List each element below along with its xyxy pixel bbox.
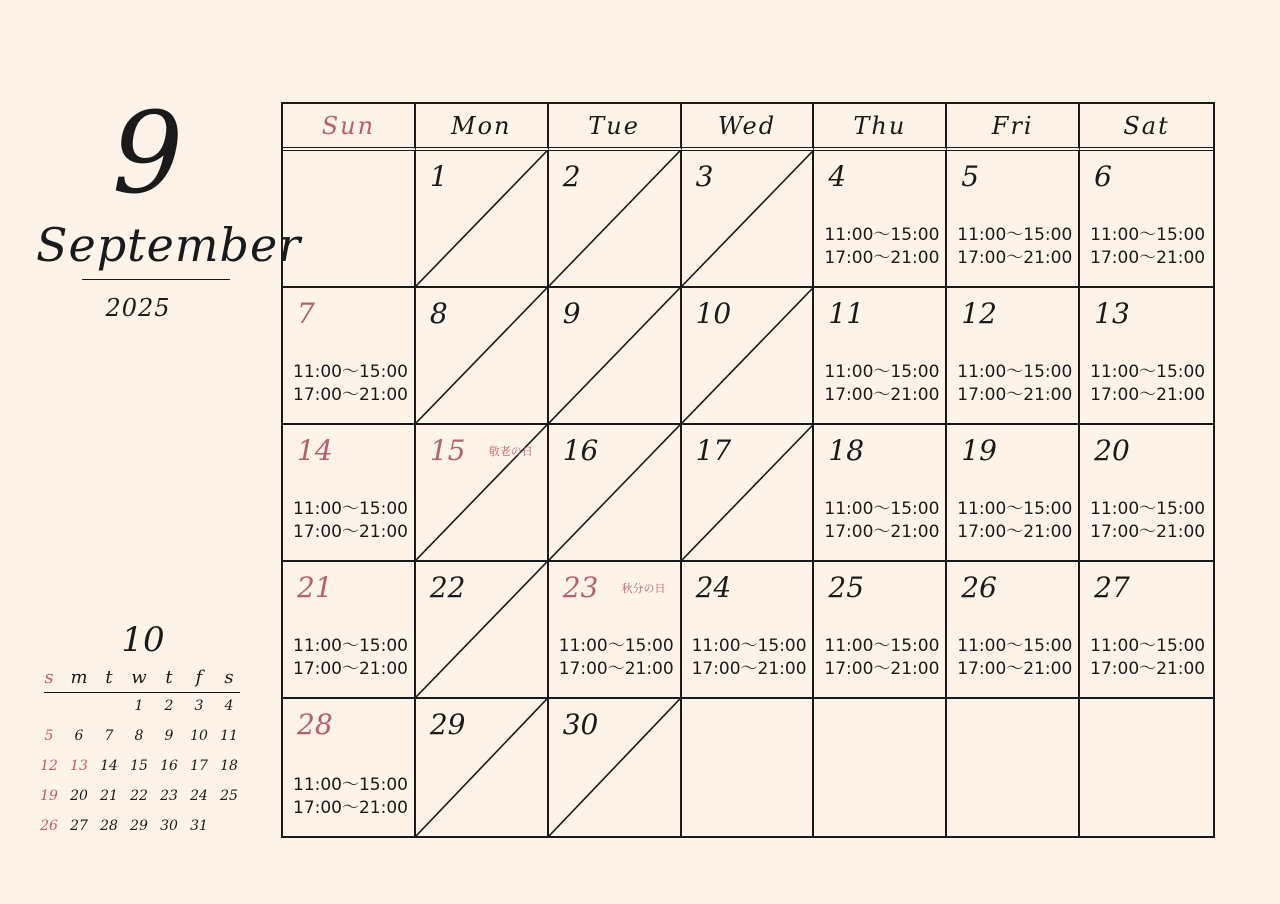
day-number: 27 — [1094, 571, 1130, 604]
mini-day — [214, 811, 244, 841]
day-number: 16 — [562, 434, 599, 467]
dinner-hours: 17:00～21:00 — [824, 248, 940, 268]
day-number: 14 — [297, 434, 333, 467]
lunch-hours: 11:00～15:00 — [824, 362, 940, 382]
day-number: 18 — [828, 434, 865, 467]
day-number: 3 — [695, 160, 714, 193]
business-hours — [1090, 361, 1205, 407]
weekday-header-mon: Mon — [416, 104, 549, 151]
mini-weekday: t — [105, 666, 113, 688]
day-number: 11 — [828, 297, 865, 330]
dinner-hours: 17:00～21:00 — [957, 659, 1073, 679]
day-cell-20 — [1080, 425, 1213, 562]
day-number: 10 — [695, 297, 732, 330]
lunch-hours: 11:00～15:00 — [957, 636, 1073, 656]
business-hours — [293, 498, 408, 544]
mini-week-row — [34, 721, 244, 751]
calendar-grid — [281, 102, 1215, 838]
dinner-hours: 17:00～21:00 — [957, 522, 1073, 542]
lunch-hours: 11:00～15:00 — [1090, 362, 1206, 382]
dinner-hours: 17:00～21:00 — [293, 798, 408, 818]
mini-week-row — [34, 781, 244, 811]
business-hours — [957, 361, 1072, 407]
lunch-hours: 11:00～15:00 — [293, 636, 408, 656]
day-cell-23 — [549, 562, 682, 699]
mini-weekday: t — [165, 666, 173, 688]
next-month-mini-calendar — [34, 663, 244, 841]
weekday-header-wed: Wed — [682, 104, 815, 151]
mini-weekday: s — [44, 666, 54, 688]
mini-day: 28 — [100, 818, 118, 834]
dinner-hours: 17:00～21:00 — [824, 659, 940, 679]
lunch-hours: 11:00～15:00 — [957, 225, 1073, 245]
day-cell-5 — [947, 151, 1080, 288]
day-number: 2 — [562, 160, 581, 193]
mini-day: 30 — [160, 818, 178, 834]
day-number: 24 — [695, 571, 732, 604]
lunch-hours: 11:00～15:00 — [824, 225, 940, 245]
month-number: 9 — [112, 89, 184, 219]
weekday-header-thu: Thu — [814, 104, 947, 151]
mini-day: 20 — [70, 788, 88, 804]
day-cell-empty — [814, 699, 947, 836]
mini-day: 7 — [104, 728, 114, 744]
day-number: 26 — [961, 571, 997, 604]
day-number: 12 — [961, 297, 997, 330]
mini-day — [94, 691, 124, 721]
dinner-hours: 17:00～21:00 — [824, 385, 940, 405]
mini-day: 17 — [190, 758, 208, 774]
mini-day: 31 — [190, 818, 208, 834]
lunch-hours: 11:00～15:00 — [1090, 636, 1206, 656]
day-cell-15 — [416, 425, 549, 562]
mini-day: 15 — [130, 758, 148, 774]
day-cell-2 — [549, 151, 682, 288]
mini-weekday: m — [70, 666, 88, 688]
day-cell-6 — [1080, 151, 1213, 288]
business-hours — [957, 635, 1072, 681]
lunch-hours: 11:00～15:00 — [957, 362, 1073, 382]
day-cell-empty — [1080, 699, 1213, 836]
day-cell-26 — [947, 562, 1080, 699]
mini-day: 19 — [40, 788, 58, 804]
day-cell-1 — [416, 151, 549, 288]
holiday-label: 敬老の日 — [488, 445, 533, 458]
day-cell-18 — [814, 425, 947, 562]
day-number: 17 — [695, 434, 732, 467]
business-hours — [824, 635, 939, 681]
day-number: 30 — [562, 708, 599, 741]
business-hours — [1090, 498, 1205, 544]
day-cell-4 — [814, 151, 947, 288]
business-hours — [824, 361, 939, 407]
lunch-hours: 11:00～15:00 — [1090, 225, 1206, 245]
dinner-hours: 17:00～21:00 — [1090, 522, 1206, 542]
day-number: 29 — [429, 708, 466, 741]
day-cell-empty — [682, 699, 815, 836]
mini-day — [34, 691, 64, 721]
mini-day: 16 — [160, 758, 178, 774]
month-name: September — [36, 218, 302, 272]
dinner-hours: 17:00～21:00 — [558, 659, 674, 679]
business-hours — [293, 361, 408, 407]
business-hours — [957, 224, 1072, 270]
business-hours — [1090, 635, 1205, 681]
day-cell-8 — [416, 288, 549, 425]
mini-week-row — [34, 691, 244, 721]
mini-weekday: w — [131, 666, 147, 688]
mini-day: 26 — [40, 818, 58, 834]
lunch-hours: 11:00～15:00 — [1090, 499, 1206, 519]
day-number: 20 — [1094, 434, 1130, 467]
dinner-hours: 17:00～21:00 — [293, 659, 408, 679]
day-number: 19 — [961, 434, 997, 467]
day-number: 25 — [828, 571, 865, 604]
mini-day: 13 — [70, 758, 88, 774]
day-number: 9 — [562, 297, 581, 330]
dinner-hours: 17:00～21:00 — [824, 522, 940, 542]
business-hours — [559, 635, 674, 681]
day-cell-21 — [283, 562, 416, 699]
lunch-hours: 11:00～15:00 — [558, 636, 674, 656]
weekday-header-tue: Tue — [549, 104, 682, 151]
weekday-header-fri: Fri — [947, 104, 1080, 151]
mini-day: 9 — [164, 728, 174, 744]
day-cell-25 — [814, 562, 947, 699]
day-number: 5 — [961, 160, 980, 193]
dinner-hours: 17:00～21:00 — [293, 385, 408, 405]
mini-day: 3 — [194, 698, 204, 714]
weekday-header-sun: Sun — [283, 104, 416, 151]
mini-day: 25 — [220, 788, 238, 804]
lunch-hours: 11:00～15:00 — [293, 775, 408, 795]
mini-day — [64, 691, 94, 721]
mini-day: 2 — [164, 698, 174, 714]
dinner-hours: 17:00～21:00 — [1090, 385, 1206, 405]
mini-day: 22 — [130, 788, 148, 804]
lunch-hours: 11:00～15:00 — [691, 636, 807, 656]
mini-day: 8 — [134, 728, 144, 744]
day-cell-9 — [549, 288, 682, 425]
lunch-hours: 11:00～15:00 — [824, 636, 940, 656]
mini-day: 4 — [224, 698, 234, 714]
mini-day: 23 — [160, 788, 178, 804]
day-cell-28 — [283, 699, 416, 836]
mini-week-row — [34, 751, 244, 781]
day-number: 13 — [1094, 297, 1130, 330]
mini-day: 27 — [70, 818, 88, 834]
business-hours — [957, 498, 1072, 544]
business-hours — [1090, 224, 1205, 270]
day-cell-22 — [416, 562, 549, 699]
mini-day: 6 — [74, 728, 84, 744]
day-number: 7 — [297, 297, 315, 330]
year: 2025 — [105, 294, 171, 322]
mini-day: 12 — [40, 758, 58, 774]
business-hours — [692, 635, 807, 681]
day-cell-27 — [1080, 562, 1213, 699]
business-hours — [293, 774, 408, 820]
holiday-label: 秋分の日 — [621, 582, 666, 595]
day-number: 21 — [297, 571, 333, 604]
mini-weekday: f — [195, 666, 203, 688]
day-cell-11 — [814, 288, 947, 425]
mini-day: 11 — [220, 728, 238, 744]
day-cell-16 — [549, 425, 682, 562]
next-month-title: 10 — [121, 620, 165, 660]
day-number: 22 — [429, 571, 466, 604]
day-cell-7 — [283, 288, 416, 425]
dinner-hours: 17:00～21:00 — [1090, 659, 1206, 679]
day-cell-17 — [682, 425, 815, 562]
month-name-underline — [82, 279, 230, 280]
mini-day: 21 — [100, 788, 118, 804]
day-number: 28 — [297, 708, 333, 741]
day-cell-29 — [416, 699, 549, 836]
dinner-hours: 17:00～21:00 — [1090, 248, 1206, 268]
mini-day: 24 — [190, 788, 208, 804]
business-hours — [293, 635, 408, 681]
mini-week-row — [34, 811, 244, 841]
lunch-hours: 11:00～15:00 — [824, 499, 940, 519]
day-cell-13 — [1080, 288, 1213, 425]
day-cell-3 — [682, 151, 815, 288]
dinner-hours: 17:00～21:00 — [691, 659, 807, 679]
weekday-header-sat: Sat — [1080, 104, 1213, 151]
mini-day: 18 — [220, 758, 238, 774]
mini-day: 10 — [190, 728, 208, 744]
mini-day: 29 — [130, 818, 148, 834]
business-hours — [824, 224, 939, 270]
day-number: 8 — [429, 297, 448, 330]
mini-day: 1 — [134, 698, 144, 714]
mini-day: 14 — [100, 758, 118, 774]
dinner-hours: 17:00～21:00 — [957, 248, 1073, 268]
day-cell-30 — [549, 699, 682, 836]
mini-day: 5 — [44, 728, 54, 744]
day-number: 6 — [1094, 160, 1112, 193]
lunch-hours: 11:00～15:00 — [293, 362, 408, 382]
mini-weekday-row — [34, 663, 244, 691]
day-number: 15 — [429, 434, 466, 467]
dinner-hours: 17:00～21:00 — [957, 385, 1073, 405]
day-number: 23 — [562, 571, 599, 604]
lunch-hours: 11:00～15:00 — [293, 499, 408, 519]
day-cell-19 — [947, 425, 1080, 562]
day-cell-24 — [682, 562, 815, 699]
day-cell-14 — [283, 425, 416, 562]
day-cell-empty — [947, 699, 1080, 836]
day-cell-10 — [682, 288, 815, 425]
mini-weekday: s — [224, 666, 234, 688]
lunch-hours: 11:00～15:00 — [957, 499, 1073, 519]
dinner-hours: 17:00～21:00 — [293, 522, 408, 542]
day-number: 1 — [429, 160, 448, 193]
business-hours — [824, 498, 939, 544]
day-cell-12 — [947, 288, 1080, 425]
day-cell-empty — [283, 151, 416, 288]
day-number: 4 — [828, 160, 847, 193]
